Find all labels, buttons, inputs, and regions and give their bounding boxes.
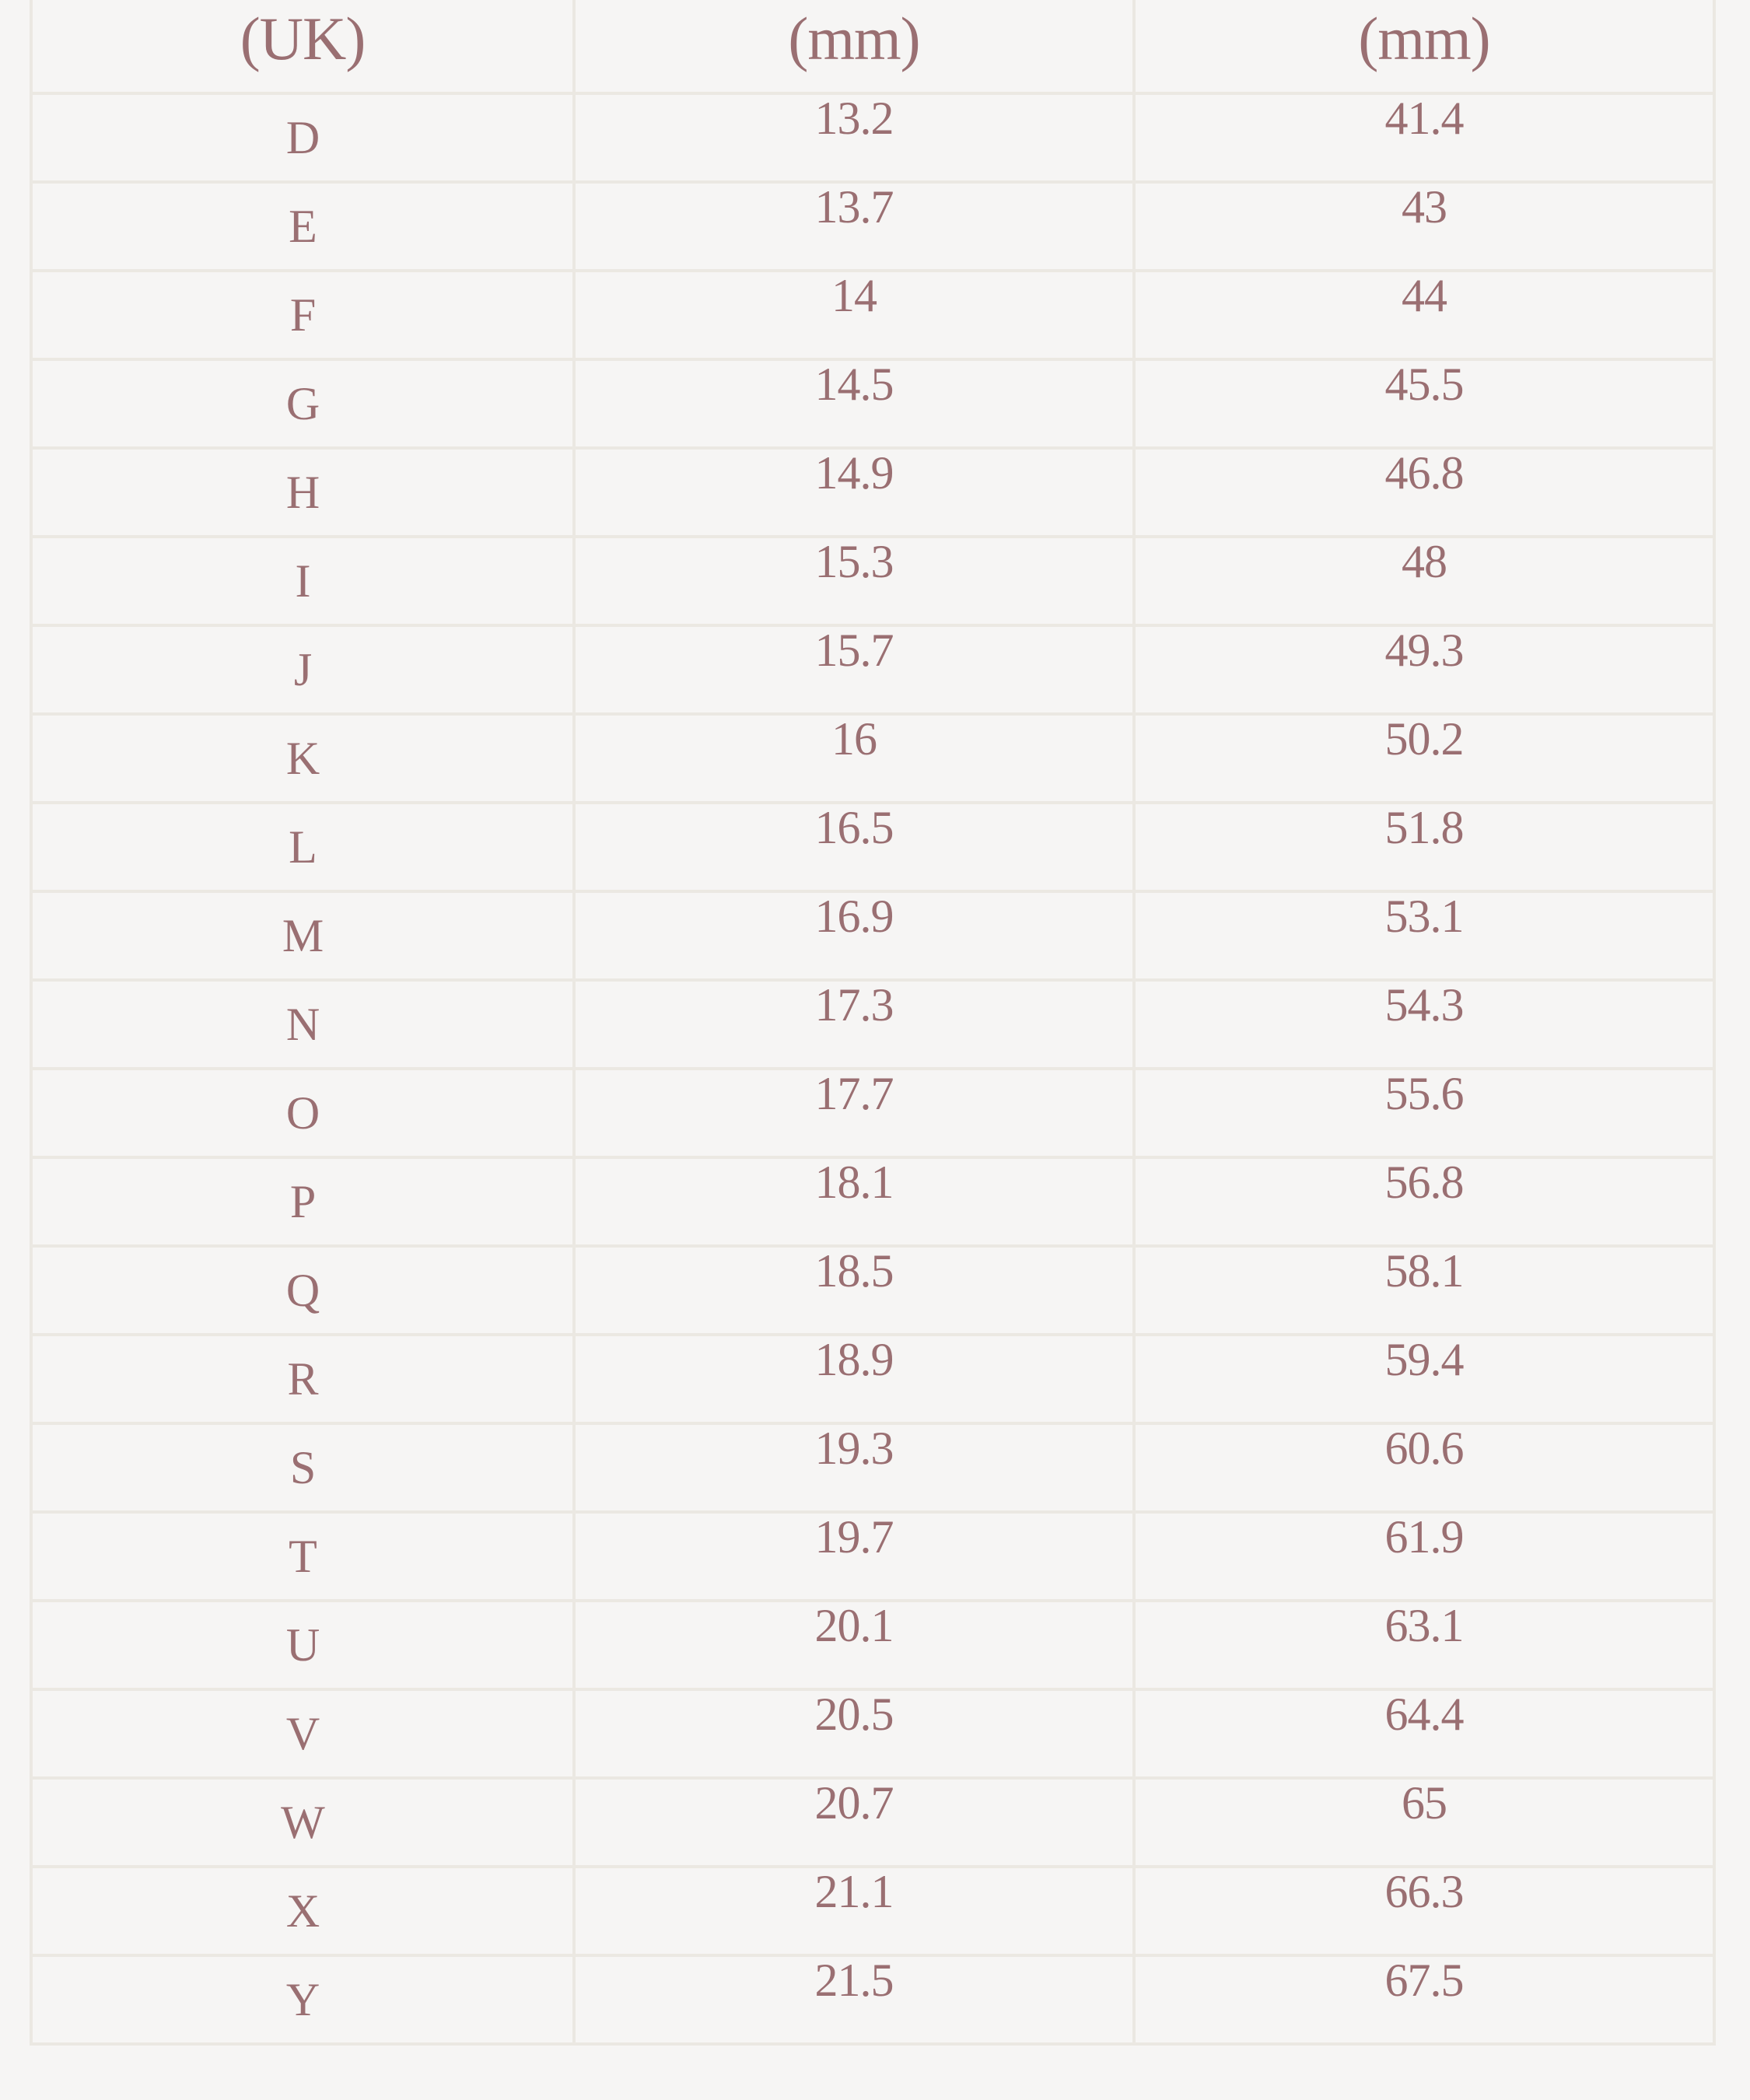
uk-size-cell: G [31,359,574,448]
uk-size-cell: P [31,1157,574,1246]
diameter-cell: 14 [574,271,1134,359]
uk-size-cell: K [31,714,574,803]
table-row [31,1335,1714,1423]
table-row [31,1423,1714,1512]
table-row [31,714,1714,803]
uk-size-cell: X [31,1867,574,1955]
uk-size-cell: D [31,93,574,182]
circumference-cell: 60.6 [1134,1423,1714,1512]
diameter-cell: 15.3 [574,537,1134,625]
table-row [31,1246,1714,1335]
uk-size-cell: R [31,1335,574,1423]
circumference-cell: 44 [1134,271,1714,359]
diameter-cell: 16 [574,714,1134,803]
table-row [31,1778,1714,1867]
diameter-cell: 18.5 [574,1246,1134,1335]
circumference-cell: 64.4 [1134,1689,1714,1778]
circumference-cell: 43 [1134,182,1714,271]
uk-size-cell: O [31,1069,574,1157]
circumference-cell: 50.2 [1134,714,1714,803]
uk-size-cell: W [31,1778,574,1867]
diameter-cell: 14.5 [574,359,1134,448]
table-row [31,803,1714,891]
circumference-cell: 48 [1134,537,1714,625]
uk-size-cell: I [31,537,574,625]
circumference-cell: 53.1 [1134,891,1714,980]
circumference-cell: 63.1 [1134,1601,1714,1689]
uk-size-cell: U [31,1601,574,1689]
ring-size-table [30,0,1716,2046]
table-row [31,448,1714,537]
diameter-cell: 16.5 [574,803,1134,891]
diameter-cell: 19.7 [574,1512,1134,1601]
diameter-cell: 21.5 [574,1955,1134,2044]
table-header-row [31,0,1714,93]
table-row [31,625,1714,714]
table-row [31,271,1714,359]
table-row [31,1601,1714,1689]
table-row [31,1689,1714,1778]
circumference-cell: 58.1 [1134,1246,1714,1335]
uk-size-cell: V [31,1689,574,1778]
diameter-cell: 17.7 [574,1069,1134,1157]
circumference-cell: 56.8 [1134,1157,1714,1246]
table-row [31,182,1714,271]
table-row [31,1512,1714,1601]
diameter-cell: 20.5 [574,1689,1134,1778]
table-row [31,1069,1714,1157]
uk-size-cell: F [31,271,574,359]
ring-size-table-container [30,0,1713,2046]
table-row [31,93,1714,182]
table-row [31,1157,1714,1246]
diameter-cell: 21.1 [574,1867,1134,1955]
table-row [31,980,1714,1069]
diameter-cell: 18.9 [574,1335,1134,1423]
uk-size-cell: Y [31,1955,574,2044]
uk-size-cell: S [31,1423,574,1512]
circumference-cell: 55.6 [1134,1069,1714,1157]
header-circumference-mm: (mm) [1134,0,1714,93]
diameter-cell: 13.2 [574,93,1134,182]
circumference-cell: 67.5 [1134,1955,1714,2044]
uk-size-cell: L [31,803,574,891]
uk-size-cell: J [31,625,574,714]
diameter-cell: 19.3 [574,1423,1134,1512]
diameter-cell: 17.3 [574,980,1134,1069]
table-row [31,359,1714,448]
circumference-cell: 46.8 [1134,448,1714,537]
diameter-cell: 15.7 [574,625,1134,714]
circumference-cell: 66.3 [1134,1867,1714,1955]
diameter-cell: 16.9 [574,891,1134,980]
circumference-cell: 54.3 [1134,980,1714,1069]
uk-size-cell: H [31,448,574,537]
diameter-cell: 20.7 [574,1778,1134,1867]
table-row [31,1867,1714,1955]
diameter-cell: 14.9 [574,448,1134,537]
circumference-cell: 45.5 [1134,359,1714,448]
circumference-cell: 41.4 [1134,93,1714,182]
header-diameter-mm: (mm) [574,0,1134,93]
table-body [31,93,1714,2044]
circumference-cell: 65 [1134,1778,1714,1867]
uk-size-cell: N [31,980,574,1069]
circumference-cell: 61.9 [1134,1512,1714,1601]
uk-size-cell: Q [31,1246,574,1335]
uk-size-cell: E [31,182,574,271]
diameter-cell: 18.1 [574,1157,1134,1246]
header-uk-size: (UK) [31,0,574,93]
circumference-cell: 51.8 [1134,803,1714,891]
circumference-cell: 59.4 [1134,1335,1714,1423]
diameter-cell: 13.7 [574,182,1134,271]
uk-size-cell: T [31,1512,574,1601]
table-row [31,891,1714,980]
uk-size-cell: M [31,891,574,980]
circumference-cell: 49.3 [1134,625,1714,714]
table-row [31,537,1714,625]
table-row [31,1955,1714,2044]
diameter-cell: 20.1 [574,1601,1134,1689]
